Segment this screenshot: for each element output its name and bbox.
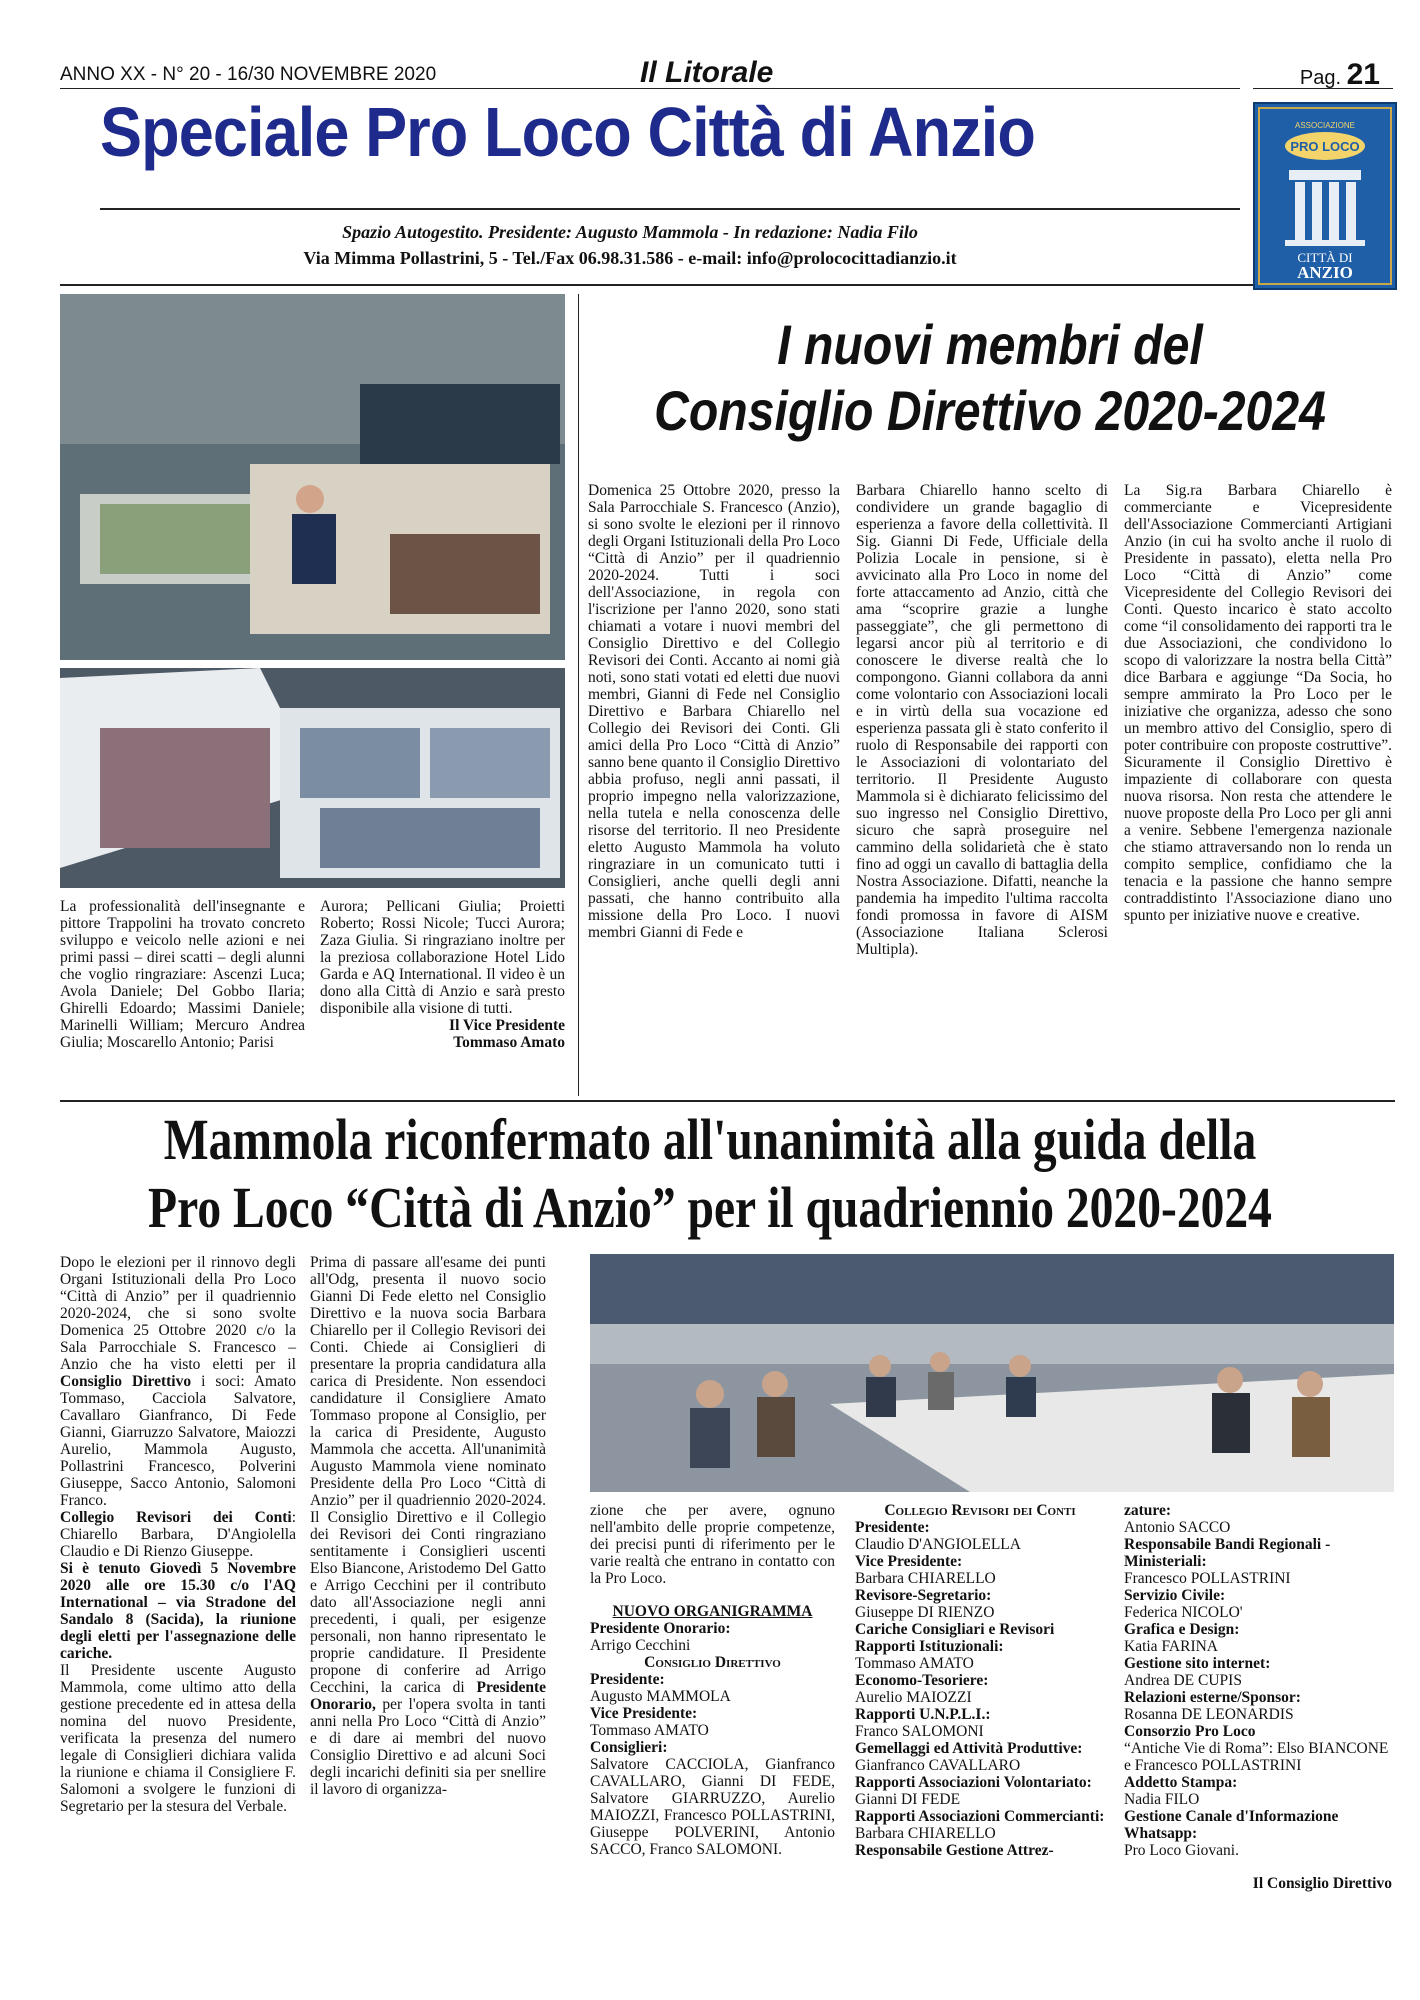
organigram-role: Rapporti Associazioni Volontariato: bbox=[855, 1774, 1092, 1791]
organigram-entry bbox=[855, 1621, 1105, 1638]
article1-col2 bbox=[856, 482, 1108, 958]
organigram-entry bbox=[1124, 1621, 1392, 1655]
section-rule bbox=[60, 1100, 1395, 1102]
organigram-role: Gemellaggi ed Attività Produttive: bbox=[855, 1740, 1083, 1757]
fish-crates-photo bbox=[60, 668, 565, 888]
photo-caption-col2 bbox=[320, 898, 565, 1051]
article2-col1-intro: Dopo le elezioni per il rinnovo degli Organi Istituzionali della Pro Loco “Città di Anzio” per il quadriennio 2020-2024, che si sono svolte Domenica 25 Ottobre 2020 c/o la Sala Parrocchiale S. Francesco –Anzio che ha visto eletti per il bbox=[60, 1254, 296, 1373]
article2-col1-members: i soci: Amato Tommaso, Cacciola Salvatore, Cavallaro Gianfranco, Di Fede Gianni, Giarruzzo Salvatore, Maiozzi Aurelio, Mammola Augusto, Pollastrini Francesco, Polverini Giuseppe, Sacco Antonio, Salomoni Franco. bbox=[60, 1373, 297, 1509]
logo-line4: ANZIO bbox=[1297, 263, 1353, 282]
organigram-entry bbox=[1124, 1723, 1392, 1774]
organigram-role: Presidente: bbox=[855, 1519, 930, 1536]
article2-headline bbox=[144, 1106, 1276, 1242]
organigram-name: Aurelio MAIOZZI bbox=[855, 1689, 972, 1706]
article1-headline-line2: Consiglio Direttivo 2020-2024 bbox=[654, 379, 1326, 442]
organigram-name: Gianfranco CAVALLARO bbox=[855, 1757, 1021, 1774]
organigram-entry bbox=[855, 1706, 1105, 1740]
fish-crates-photo-image bbox=[60, 668, 565, 888]
article2-col1-revisori: : Chiarello Barbara, D'Angiolella Claudio e Di Rienzo Giuseppe. bbox=[60, 1509, 296, 1560]
organigram-role: Gestione sito internet: bbox=[1124, 1655, 1271, 1672]
logo-line1: ASSOCIAZIONE bbox=[1294, 121, 1356, 130]
organigram-entry bbox=[1124, 1536, 1392, 1587]
organigram-name: Claudio D'ANGIOLELLA bbox=[855, 1536, 1021, 1553]
masthead-rule bbox=[60, 284, 1395, 286]
issue-info: ANNO XX - N° 20 - 16/30 NOVEMBRE 2020 bbox=[60, 64, 437, 85]
organigram-name: Augusto MAMMOLA bbox=[590, 1688, 731, 1705]
organigram-section: Collegio Revisori dei Conti bbox=[884, 1502, 1076, 1519]
article1-headline bbox=[646, 312, 1334, 444]
newspaper-name: Il Litorale bbox=[640, 56, 774, 89]
page-title: Speciale Pro Loco Città di Anzio bbox=[100, 93, 1036, 171]
organigram-title: NUOVO ORGANIGRAMMA bbox=[612, 1603, 813, 1620]
article1-col3-text: La Sig.ra Barbara Chiarello è commerciante e Vicepresidente dell'Associazione Commercianti Artigiani Anzio (in cui ha svolto anche il ruolo di Presidente in passato), eletta nella Pro Loco “Città di Anzio” come Vicepresidente del Collegio Revisori dei Conti. Questo incarico è stato accolto come “il consolidamento dei rapporti tra le due Associazioni, che condividono lo scopo di valorizzare la nostra bella Città” dice Barbara e aggiunge “Da Socia, ho sempre ammirato la Pro Loco per le iniziative che organizza, adesso che sono un membro attivo del Consiglio, spero di poter contribuire con proposte costruttive”. Sicuramente il Consiglio Direttivo è impaziente di collaborare con questa nuova risorsa. Non resta che attendere le nuove proposte della Pro Loco per gli anni a venire. Sebbene l'emergenza nazionale che stiamo attraversando non lo renda un compito semplice, confidiamo che la tenacia e la passione che hanno sempre contraddistinto l'Associazione diano uno spunto per iniziative nuove e creative. bbox=[1124, 482, 1392, 924]
organigram-name: Arrigo Cecchini bbox=[590, 1637, 691, 1654]
organigram-name: Franco SALOMONI bbox=[855, 1723, 984, 1740]
logo-line2: PRO LOCO bbox=[1290, 139, 1360, 154]
article2-col2-bold: Presidente Onorario, bbox=[310, 1679, 546, 1713]
meeting-photo bbox=[590, 1254, 1394, 1492]
logo-line3: CITTÀ DI bbox=[1297, 250, 1353, 265]
organigram-entry bbox=[855, 1587, 1105, 1621]
organigram-role: Servizio Civile: bbox=[1124, 1587, 1226, 1604]
article2-col1-president: Il Presidente uscente Augusto Mammola, come ultimo atto della gestione precedente ed in attesa della nomina del nuovo Presidente, verificata la presenza del numero legale di Consiglieri dichiara valida la riunione e chiama il Consigliere F. Salomoni a svolgere le funzioni di Segretario per la stesura del Verbale. bbox=[60, 1662, 296, 1815]
organigram-name: Tommaso AMATO bbox=[855, 1655, 974, 1672]
article2-col3-text: zione che per avere, ognuno nell'ambito delle proprie competenze, dei precisi punti di riferimento per le varie realtà che entrano in contatto con la Pro Loco. bbox=[590, 1502, 835, 1587]
organigram-role: Vice Presidente: bbox=[855, 1553, 963, 1570]
organigram-entry bbox=[855, 1808, 1105, 1842]
organigram-role: Consiglieri: bbox=[590, 1739, 668, 1756]
organigram-role: Economo-Tesoriere: bbox=[855, 1672, 989, 1689]
organigram-role: Presidente Onorario: bbox=[590, 1620, 731, 1637]
organigram-role: Gestione Canale d'Informazione Whatsapp: bbox=[1124, 1808, 1339, 1842]
organigram-name: Francesco POLLASTRINI bbox=[1124, 1570, 1291, 1587]
organigram-name: Giuseppe DI RIENZO bbox=[855, 1604, 995, 1621]
organigram-name: Rosanna DE LEONARDIS bbox=[1124, 1706, 1294, 1723]
organigram-entry bbox=[855, 1672, 1105, 1706]
organigram-entry bbox=[1124, 1502, 1392, 1536]
header-rule bbox=[60, 88, 1240, 89]
organigram-role: Rapporti U.N.P.L.I.: bbox=[855, 1706, 991, 1723]
article2-col4 bbox=[855, 1502, 1105, 1859]
article2-col1-bold1: Consiglio Direttivo bbox=[60, 1373, 192, 1390]
organigram-role: Cariche Consigliari e Revisori bbox=[855, 1621, 1055, 1638]
title-rule bbox=[100, 208, 1240, 210]
article2-col1-meeting: Si è tenuto Giovedì 5 Novembre 2020 alle ore 15.30 c/o l'AQ International – via Stradone del Sandalo 8 (Sacida), la riunione degli eletti per l'assegnazione delle cariche. bbox=[60, 1560, 296, 1662]
organigram-name: Katia FARINA bbox=[1124, 1638, 1218, 1655]
caption-signature-name: Tommaso Amato bbox=[453, 1034, 565, 1051]
organigram-entry bbox=[855, 1553, 1105, 1587]
caption-signature-role: Il Vice Presidente bbox=[449, 1017, 565, 1034]
organigram-entry bbox=[590, 1620, 835, 1654]
organigram-entry bbox=[1124, 1587, 1392, 1621]
article2-col5 bbox=[1124, 1502, 1392, 1892]
organigram-role: Revisore-Segretario: bbox=[855, 1587, 992, 1604]
organigram-entry bbox=[855, 1740, 1105, 1774]
organigram-role: Rapporti Associazioni Commercianti: bbox=[855, 1808, 1105, 1825]
article2-col2-text2: per l'opera svolta in tanti anni nella Pro Loco “Città di Anzio” e di dare ai membri del nuovo Consiglio Direttivo e ad alcuni Soci degli incarichi definiti sia per snellire il lavoro di organizza- bbox=[310, 1696, 546, 1798]
article1-col3 bbox=[1124, 482, 1392, 924]
organigram-entry bbox=[855, 1842, 1105, 1859]
organigram-name: Nadia FILO bbox=[1124, 1791, 1200, 1808]
organigram-role: Grafica e Design: bbox=[1124, 1621, 1240, 1638]
page-number: 21 bbox=[1346, 58, 1380, 91]
masthead-subtitle: Spazio Autogestito. Presidente: Augusto Mammola - In redazione: Nadia Filo bbox=[342, 222, 918, 242]
organigram-role: Consorzio Pro Loco bbox=[1124, 1723, 1256, 1740]
organigram-entry bbox=[855, 1519, 1105, 1553]
caption-text-1: La professionalità dell'insegnante e pittore Trappolini ha trovato concreto sviluppo e veicolo nelle azioni e nei primi passi – direi scatti – degli alunni che voglio ringraziare: Ascenzi Luca; Avola Daniele; Del Gobbo Ilaria; Ghirelli Edoardo; Massimi Daniele; Marinelli William; Mercuro Andrea Giulia; Moscarello Antonio; Parisi bbox=[60, 898, 305, 1051]
organigram-section-row bbox=[855, 1502, 1105, 1519]
organigram-entry bbox=[590, 1705, 835, 1739]
organigram-section: Consiglio Direttivo bbox=[644, 1654, 781, 1671]
organigram-entry bbox=[1124, 1774, 1392, 1808]
article1-col1 bbox=[588, 482, 840, 941]
article1-headline-line1: I nuovi membri del bbox=[777, 313, 1203, 376]
organigram-col3 bbox=[590, 1620, 835, 1858]
organigram-entry bbox=[590, 1739, 835, 1858]
organigram-role: Rapporti Istituzionali: bbox=[855, 1638, 1004, 1655]
organigram-entry bbox=[1124, 1808, 1392, 1859]
masthead-address: Via Mimma Pollastrini, 5 - Tel./Fax 06.98.31.586 - e-mail: info@prolococittadianzio.it bbox=[303, 248, 957, 268]
page-label: Pag. bbox=[1299, 67, 1342, 89]
organigram-role: Relazioni esterne/Sponsor: bbox=[1124, 1689, 1301, 1706]
organigram-role: Responsabile Bandi Regionali - Ministeriali: bbox=[1124, 1536, 1331, 1570]
organigram-role: Vice Presidente: bbox=[590, 1705, 698, 1722]
organigram-name: Barbara CHIARELLO bbox=[855, 1570, 996, 1587]
organigram-role: zature: bbox=[1124, 1502, 1172, 1519]
organigram-section-row bbox=[590, 1654, 835, 1671]
organigram-name: Federica NICOLO' bbox=[1124, 1604, 1243, 1621]
organigram-entry bbox=[590, 1671, 835, 1705]
organigram-name: “Antiche Vie di Roma”: Elso BIANCONE e Francesco POLLASTRINI bbox=[1124, 1740, 1389, 1774]
article2-col3 bbox=[590, 1502, 835, 1858]
organigram-name: Tommaso AMATO bbox=[590, 1722, 709, 1739]
article2-col1-bold2: Collegio Revisori dei Conti bbox=[60, 1509, 292, 1526]
organigram-entry bbox=[1124, 1655, 1392, 1689]
article2-headline-line2: Pro Loco “Città di Anzio” per il quadriennio 2020-2024 bbox=[148, 1175, 1272, 1240]
organigram-name: Salvatore CACCIOLA, Gianfranco CAVALLARO, Gianni DI FEDE, Salvatore GIARRUZZO, Aurelio MAIOZZI, Francesco POLLASTRINI, Giuseppe POLVERINI, Antonio SACCO, Franco SALOMONI. bbox=[590, 1756, 835, 1858]
header-rule-right bbox=[1253, 88, 1393, 89]
fish-market-photo bbox=[60, 294, 565, 660]
photo-caption-col1 bbox=[60, 898, 305, 1051]
organigram-role: Responsabile Gestione Attrez- bbox=[855, 1842, 1054, 1859]
article2-col2-text: Prima di passare all'esame dei punti all'Odg, presenta il nuovo socio Gianni Di Fede eletto nel Consiglio Direttivo e la nuova socia Barbara Chiarello per il Collegio Revisori dei Conti. Chiede ai Consiglieri di presentare la propria candidatura alla carica di Presidente. Non essendoci candidature il Consigliere Amato Tommaso propone al Consiglio, per la carica di Presidente, Augusto Mammola che accetta. All'unanimità Augusto Mammola viene nominato Presidente della Pro Loco “Città di Anzio” per il quadriennio 2020-2024. Il Consiglio Direttivo e il Collegio dei Revisori dei Conti ringraziano sentitamente i Consiglieri uscenti Elso Biancone, Aristodemo Del Gatto e Arrigo Cecchini per il contributo dato all'Associazione negli anni precedenti, i quali, per esigenze personali, non hanno ripresentato le proprie candidature. Il Presidente propone di conferire ad Arrigo Cecchini, la carica di bbox=[310, 1254, 546, 1696]
article2-signature: Il Consiglio Direttivo bbox=[1252, 1875, 1392, 1892]
caption-text-2: Aurora; Pellicani Giulia; Proietti Roberto; Rossi Nicole; Tucci Aurora; Zaza Giulia. Si ringraziano inoltre per la preziosa collaborazione Hotel Lido Garda e AQ International. Il video è un dono alla Città di Anzio e sarà presto disponibile alla visione di tutti. bbox=[320, 898, 565, 1017]
organigram-role: Presidente: bbox=[590, 1671, 665, 1688]
organigram-col4 bbox=[855, 1502, 1105, 1859]
organigram-col5 bbox=[1124, 1502, 1392, 1859]
article2-col1 bbox=[60, 1254, 296, 1815]
article2-headline-line1: Mammola riconfermato all'unanimità alla guida della bbox=[163, 1107, 1257, 1172]
organigram-entry bbox=[1124, 1689, 1392, 1723]
article1-col2-text: Barbara Chiarello hanno scelto di condividere un grande bagaglio di esperienza a favore della collettività. Il Sig. Gianni Di Fede, Ufficiale della Polizia Locale in pensione, si è avvicinato alla Pro Loco in nome del forte attaccamento ad Anzio, città che ama “scoprire grazie a lunghe passeggiate”, che gli permettono di legarsi ancor più al territorio e di conoscere le diverse realtà che lo compongono. Gianni collabora da anni come volontario con Associazioni locali e in virtù della sua vocazione ed esperienza passata gli è stato conferito il ruolo di Responsabile dei rapporti con le Associazioni di volontariato del territorio. Il Presidente Augusto Mammola si è dichiarato felicissimo del suo ingresso nel Consiglio Direttivo, sicuro che saprà proseguire nel cammino della solidarietà che è stato fino ad oggi un cavallo di battaglia della Nostra Associazione. Difatti, neanche la pandemia ha impedito l'ultima raccolta fondi promossa in favore di AISM (Associazione Italiana Sclerosi Multipla). bbox=[856, 482, 1108, 958]
organigram-name: Pro Loco Giovani. bbox=[1124, 1842, 1239, 1859]
organigram-name: Andrea DE CUPIS bbox=[1124, 1672, 1242, 1689]
meeting-photo-image bbox=[590, 1254, 1394, 1492]
fish-market-photo-image bbox=[60, 294, 565, 660]
organigram-entry bbox=[855, 1774, 1105, 1808]
column-divider bbox=[578, 294, 579, 1096]
organigram-name: Antonio SACCO bbox=[1124, 1519, 1231, 1536]
pro-loco-logo bbox=[1253, 102, 1397, 290]
organigram-role: Addetto Stampa: bbox=[1124, 1774, 1238, 1791]
organigram-entry bbox=[855, 1638, 1105, 1672]
organigram-name: Gianni DI FEDE bbox=[855, 1791, 961, 1808]
article1-col1-text: Domenica 25 Ottobre 2020, presso la Sala Parrocchiale S. Francesco (Anzio), si sono svolte le elezioni per il rinnovo degli Organi Istituzionali della Pro Loco “Città di Anzio” per il quadriennio 2020-2024. Tutti i soci dell'Associazione, in regola con l'iscrizione per l'anno 2020, sono stati chiamati a votare i nuovi membri del Consiglio Direttivo e del Collegio Revisori dei Conti. Accanto ai nomi già noti, sono stati votati ed eletti due nuovi membri, Gianni di Fede nel Consiglio Direttivo e Barbara Chiarello nel Collegio dei Revisori dei Conti. Gli amici della Pro Loco “Città di Anzio” sanno bene quanto il Consiglio Direttivo abbia profuso, negli anni passati, il proprio impegno nella valorizzazione, nella tutela e nella conoscenza delle risorse del territorio. Il neo Presidente eletto Augusto Mammola ha voluto ringraziare in un comunicato tutti i Consiglieri, anche quelli degli anni passati, che hanno contribuito alla missione della Pro Loco. I nuovi membri Gianni di Fede e bbox=[588, 482, 840, 941]
logo-emblem-icon bbox=[1255, 104, 1395, 288]
article2-col2 bbox=[310, 1254, 546, 1798]
organigram-name: Barbara CHIARELLO bbox=[855, 1825, 996, 1842]
page-indicator bbox=[1300, 58, 1380, 92]
